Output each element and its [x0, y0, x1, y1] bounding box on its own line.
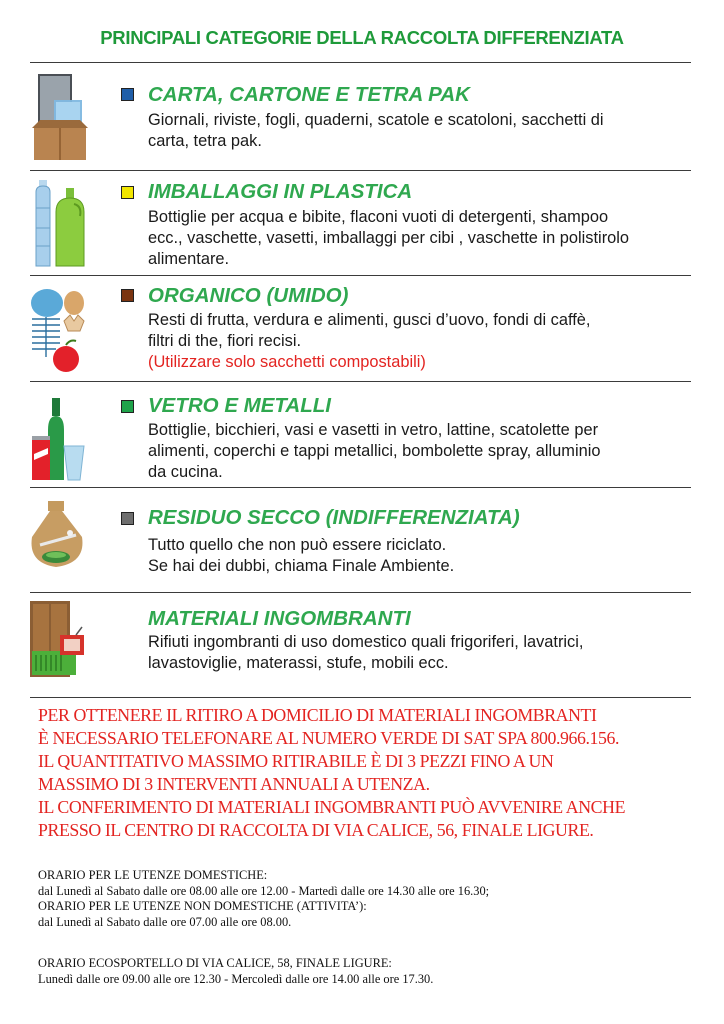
divider	[30, 592, 691, 593]
category-color-square	[121, 289, 134, 302]
category-description: Giornali, riviste, fogli, quaderni, scatole e scatoloni, sacchetti di carta, tetra pak.	[148, 111, 604, 150]
divider	[30, 62, 691, 63]
category-description: Tutto quello che non può essere riciclato. Se hai dei dubbi, chiama Finale Ambiente.	[148, 536, 455, 575]
category-ingombranti	[30, 599, 691, 695]
divider	[30, 275, 691, 276]
category-title: RESIDUO SECCO (INDIFFERENZIATA)	[148, 506, 520, 529]
category-description: Resti di frutta, verdura e alimenti, gusci d’uovo, fondi di caffè, filtri di the, fiori recisi. (Utilizzare solo sacchetti compostabili)	[148, 310, 696, 373]
paper-box-icon	[30, 70, 90, 166]
category-vetro	[30, 390, 691, 490]
category-title: VETRO E METALLI	[148, 394, 331, 417]
category-description: Bottiglie per acqua e bibite, flaconi vuoti di detergenti, shampoo ecc., vaschette, vasetti, imballaggi per cibi , vaschette in polistirolo alimentare.	[148, 208, 630, 268]
divider	[30, 381, 691, 382]
category-carta	[30, 70, 691, 170]
category-title: MATERIALI INGOMBRANTI	[148, 607, 411, 630]
category-color-square	[121, 88, 134, 101]
plastic-bottles-icon	[30, 176, 90, 272]
ecosportello-hours: ORARIO ECOSPORTELLO DI VIA CALICE, 58, FINALE LIGURE: Lunedì dalle ore 09.00 alle ore 12.30 - Mercoledì dalle ore 14.00 alle ore 17.30.	[38, 956, 434, 986]
category-color-square	[121, 512, 134, 525]
bulky-pickup-notice: PER OTTENERE IL RITIRO A DOMICILIO DI MATERIALI INGOMBRANTI È NECESSARIO TELEFONARE AL NUMERO VERDE DI SAT SPA 800.966.156. IL QUANTITATIVO MASSIMO RITIRABILE È DI 3 PEZZI FINO A UN MASSIMO DI 3 INTERVENTI ANNUALI A UTENZA. IL CONFERIMENTO DI MATERIALI INGOMBRANTI PUÒ AVVENIRE ANCHE PRESSO IL CENTRO DI RACCOLTA DI VIA CALICE, 56, FINALE LIGURE.	[38, 705, 626, 840]
opening-hours: ORARIO PER LE UTENZE DOMESTICHE: dal Lunedì al Sabato dalle ore 08.00 alle ore 12.00 - Martedì dalle ore 14.30 alle ore 16.30; ORARIO PER LE UTENZE NON DOMESTICHE (ATTIVITA’): dal Lunedì al Sabato dalle ore 07.00 alle ore 08.00.	[38, 868, 490, 929]
organic-waste-icon	[30, 281, 90, 377]
category-organico	[30, 281, 691, 381]
divider	[30, 697, 691, 698]
dry-residue-icon	[30, 497, 90, 587]
divider	[30, 487, 691, 488]
divider	[30, 170, 691, 171]
bulky-items-icon	[30, 599, 90, 681]
category-color-square	[121, 400, 134, 413]
page-title: PRINCIPALI CATEGORIE DELLA RACCOLTA DIFFERENZIATA	[100, 27, 624, 48]
category-color-square	[121, 186, 134, 199]
category-note: (Utilizzare solo sacchetti compostabili)	[148, 353, 426, 371]
category-secco	[30, 497, 691, 593]
category-title: CARTA, CARTONE E TETRA PAK	[148, 83, 470, 106]
category-description: Bottiglie, bicchieri, vasi e vasetti in vetro, lattine, scatolette per alimenti, coperchi e tappi metallici, bombolette spray, alluminio da cucina.	[148, 421, 601, 481]
category-plastica	[30, 176, 691, 276]
glass-metal-icon	[30, 390, 90, 486]
category-title: IMBALLAGGI IN PLASTICA	[148, 180, 413, 203]
category-title: ORGANICO (UMIDO)	[148, 284, 349, 307]
category-description: Rifiuti ingombranti di uso domestico quali frigoriferi, lavatrici, lavastoviglie, materassi, stufe, mobili ecc.	[148, 633, 584, 672]
